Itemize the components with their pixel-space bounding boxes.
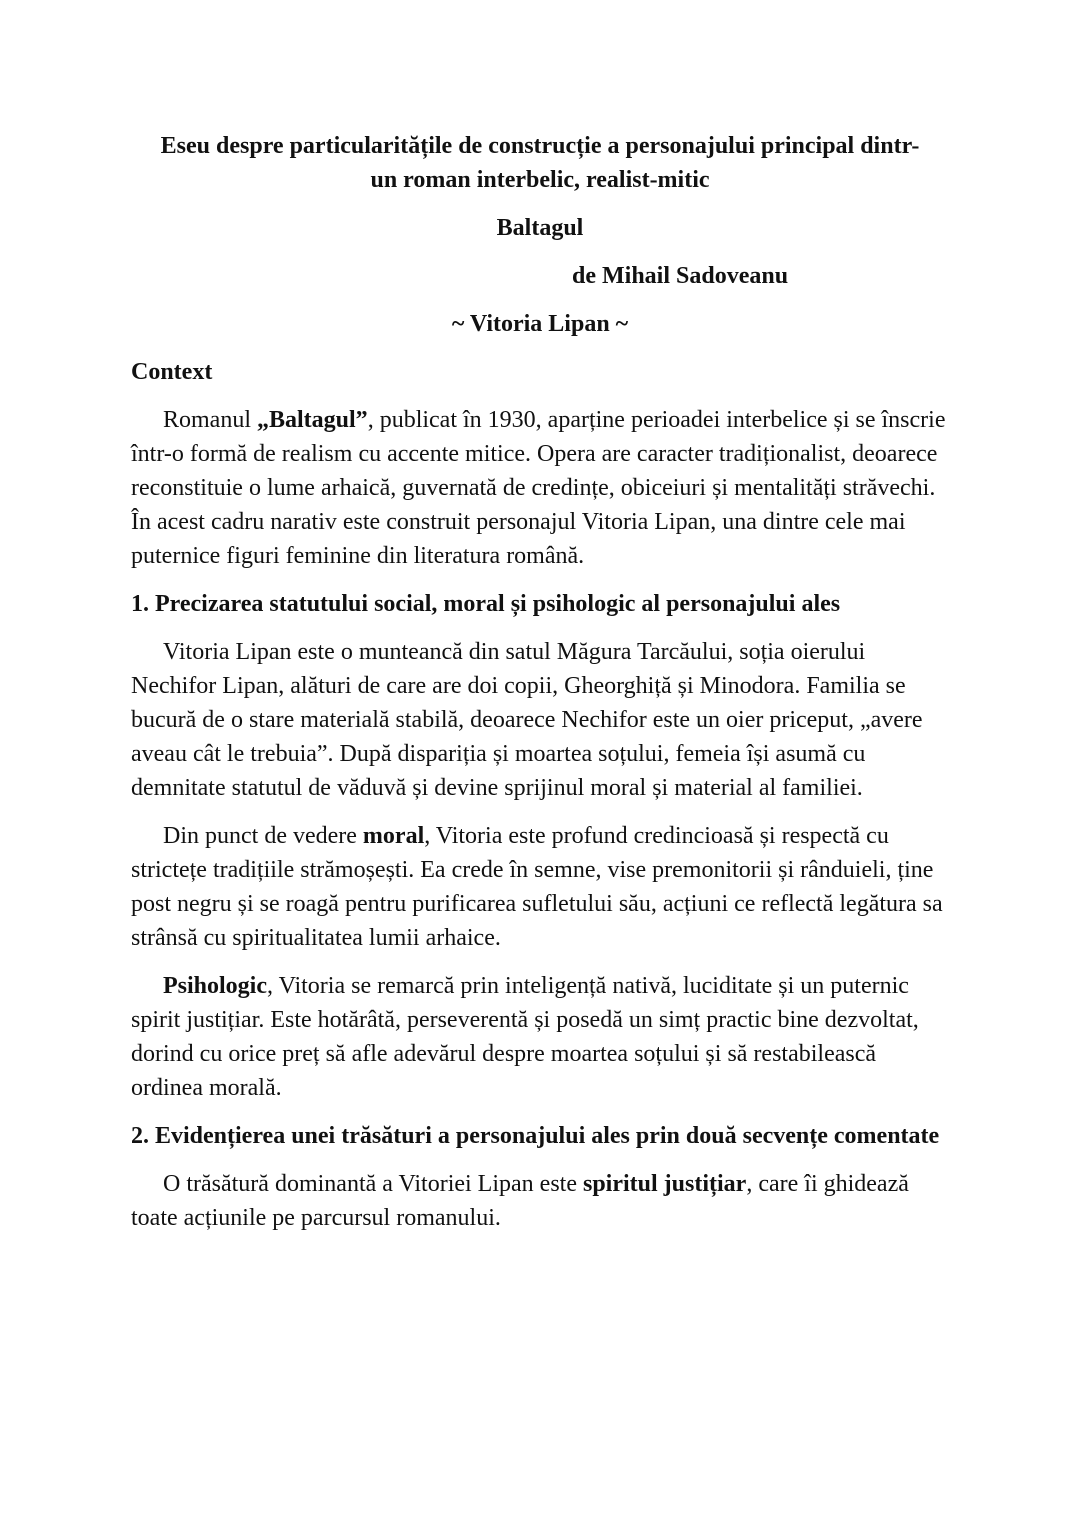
trait-keyword: spiritul justițiar	[582, 1171, 747, 1197]
title-line-2: un roman interbelic, realist-mitic	[370, 167, 710, 193]
moral-keyword: moral	[362, 823, 425, 849]
trait-text-2: , care îi ghidează toate acțiunile pe parcursul romanului.	[131, 1171, 909, 1231]
document-page	[131, 129, 949, 1235]
context-text-1: Romanul	[163, 407, 257, 433]
context-heading: Context	[131, 359, 213, 385]
character-name: ~ Vitoria Lipan ~	[451, 311, 629, 337]
title-line-1: Eseu despre particularitățile de construcție a personajului principal dintr-	[160, 133, 920, 159]
section-1-paragraph-2	[131, 819, 949, 955]
section-1-heading: 1. Precizarea statutului social, moral și psihologic al personajului ales	[131, 591, 841, 617]
section-2-heading: 2. Evidențierea unei trăsături a personajului ales prin două secvențe comentate	[131, 1123, 940, 1149]
section-1-paragraph-1: Vitoria Lipan este o munteancă din satul Măgura Tarcăului, soția oierului Nechifor Lipan, alături de care are doi copii, Gheorghiță și Minodora. Familia se bucură de o stare materială stabilă, deoarece Nechifor este un oier priceput, „avere aveau cât le trebuia”. După dispariția și moartea soțului, femeia își asumă cu demnitate statutul de văduvă și devine sprijinul moral și material al familiei.	[131, 639, 923, 801]
section-2-paragraph-1	[131, 1167, 949, 1235]
book-title: Baltagul	[496, 215, 584, 241]
document-title	[131, 129, 949, 197]
author-line: de Mihail Sadoveanu	[572, 263, 789, 289]
context-text-2: , publicat în 1930, aparține perioadei interbelice și se înscrie într-o formă de realism cu accente mitice. Opera are caracter tradiționalist, deoarece reconstituie o lume arhaică, guvernată de credințe, obiceiuri și mentalități străvechi. În acest cadru narativ este construit personajul Vitoria Lipan, una dintre cele mai puternice figuri feminine din literatura română.	[131, 407, 946, 569]
context-paragraph	[131, 403, 949, 573]
moral-text-2: , Vitoria este profund credincioasă și respectă cu strictețe tradițiile strămoșești. Ea crede în semne, vise premonitorii și rânduieli, ține post negru și se roagă pentru purificarea sufletului său, acțiuni ce reflectă legătura sa strânsă cu spiritualitatea lumii arhaice.	[131, 823, 943, 951]
moral-text-1: Din punct de vedere	[163, 823, 363, 849]
trait-text-1: O trăsătură dominantă a Vitoriei Lipan este	[163, 1171, 583, 1197]
psychological-text: , Vitoria se remarcă prin inteligență nativă, luciditate și un puternic spirit justițiar. Este hotărâtă, perseverentă și posedă un simț practic bine dezvoltat, dorind cu orice preț să afle adevărul despre moartea soțului și să restabilească ordinea morală.	[131, 973, 919, 1101]
section-1-paragraph-3	[131, 969, 949, 1105]
context-book-name: „Baltagul”	[257, 407, 368, 433]
psychological-keyword: Psihologic	[163, 973, 268, 999]
